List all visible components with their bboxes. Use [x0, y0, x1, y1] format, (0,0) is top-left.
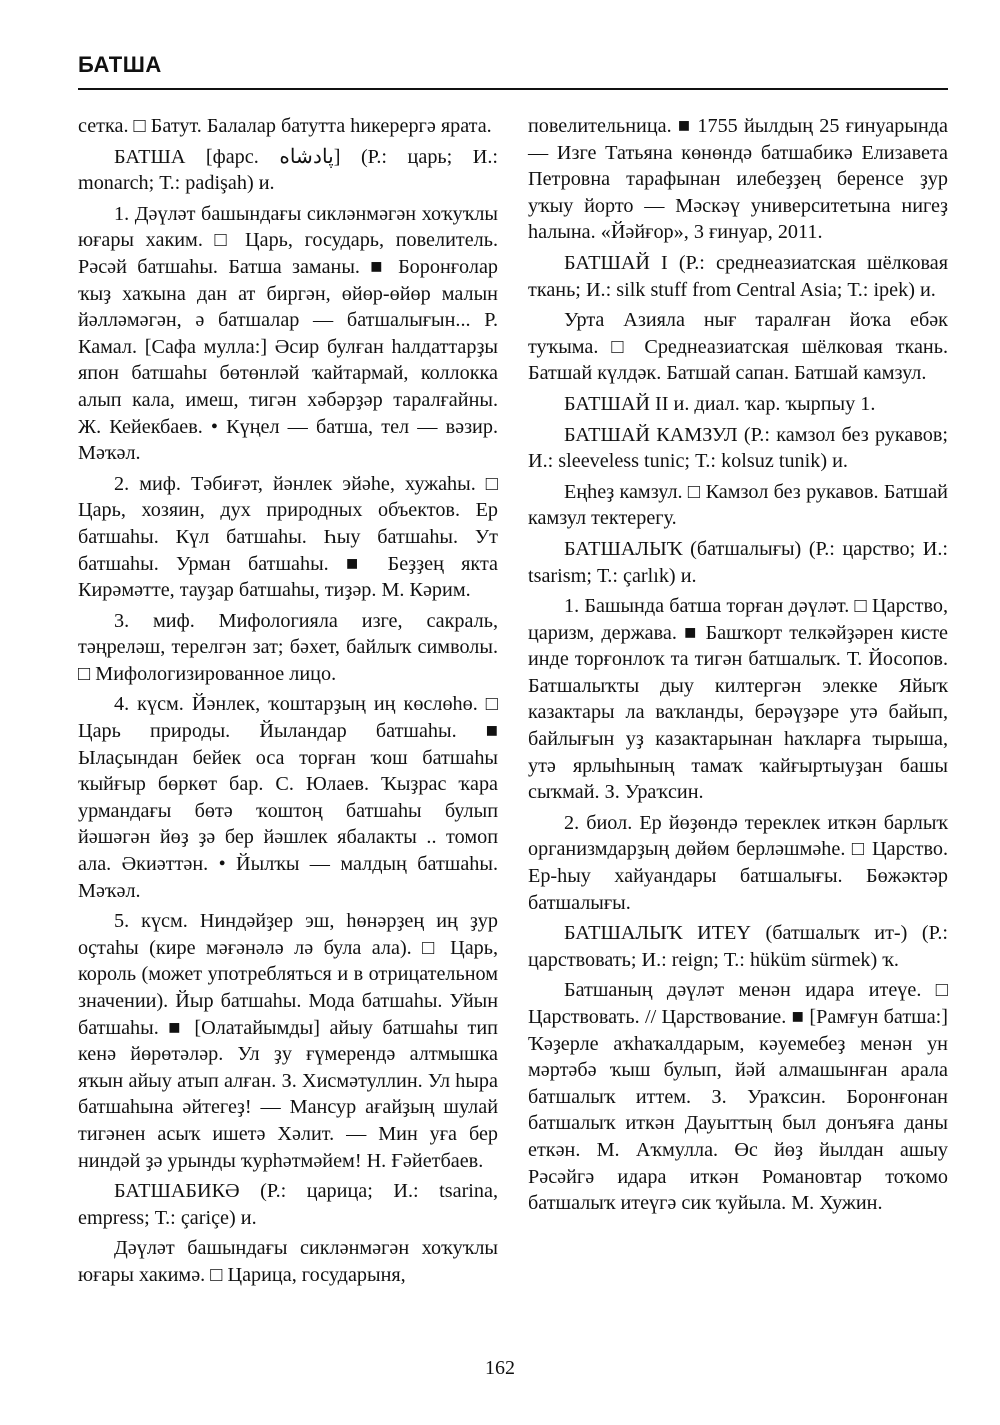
entry-sense: Еңһеҙ камзул. □ Камзол без рукавов. Батшай камзул тектерегу. [528, 480, 948, 530]
header-rule [78, 88, 948, 90]
page-number: 162 [485, 1357, 515, 1379]
entry-headword: БАТШАЛЫҠ (батшалығы) (Р.: царство; И.: tsarism; Т.: çarlık) и. [528, 537, 948, 587]
entry-sense: 1. Башында батша торған дәүләт. □ Царство, царизм, держава. ■ Башҡорт телкәйҙәрен кисте инде торғонлоҡ та тигән батшалыҡ. Т. Йосопов. Батшалыҡты дыу килтергән элекке Яйыҡ казактары ла ваҡланды, берәүҙәре утә байып, байлығын уҙ казактарынан һаҡларға тырыша, утә ярлыһының тамаҡ ҡайғыртыуҙан башы сыҡмай. З. Ураҡсин. [528, 595, 948, 804]
entry-headword: БАТШАЙ II и. диал. ҡар. ҡырпыу 1. [564, 392, 876, 415]
running-head: БАТША [78, 52, 162, 77]
entry-sense: 2. миф. Тәбиғәт, йәнлек эйәһе, хужаһы. □ Царь, хозяин, дух природных объектов. Ер батшаһы. Күл батшаһы. Һыу батшаһы. Ут батшаһы. Урман батшаһы. ■ Беҙҙең якта Кирәмәтте, тауҙар батшаһы, тиҙәр. М. Кәрим. [78, 472, 498, 602]
entry-sense: Дәүләт башындағы сикләнмәгән хоҡуҡлы юғары хакимә. □ Царица, государыня, [78, 1237, 498, 1286]
entry-sense: 1. Дәүләт башындағы сикләнмәгән хоҡуҡлы юғары хаким. □ Царь, государь, повелитель. Рәсәй батшаһы. Батша заманы. ■ Боронғолар ҡыҙ хаҡына дан ат биргән, өйөр-өйөр малын йәлләмәгән, ә батшалар — батшалығын... Р. Камал. [Сафа мулла:] Әсир булған һалдаттарҙы япон батшаһы бөтөнләй ҡайтармай, коллокка алып кала, имеш, тигән хәбәрҙәр таралғайны. Ж. Кейекбаев. • Күңел — батша, тел — вәзир. Мәҡәл. [78, 202, 498, 465]
entry-headword: БАТШАБИКӘ (Р.: царица; И.: tsarina, empress; Т.: çariçe) и. [78, 1180, 498, 1229]
entry-sense: Урта Азияла нығ таралған йоҡа ебәк туҡыма. □ Среднеазиатская шёлковая ткань. Батшай күлдәк. Батшай сапан. Батшай камзул. [528, 309, 948, 385]
entry-headword: БАТШАЙ КАМЗУЛ (Р.: камзол без рукавов; И.: sleeveless tunic; Т.: kolsuz tunik) и. [528, 423, 948, 473]
entry-sense: 5. күсм. Ниндәйҙер эш, һөнәрҙең иң ҙур оҫтаһы (кире мәғәнәлә лә була ала). □ Царь, король (может употребляться и в отрицательном значении). Йыр батшаһы. Мода батшаһы. Уйын батшаһы. ■ [Олатайымды] айыу батшаһы тип кенә йөрөтәләр. Ул ҙу ғүмерендә алтмышка яҡын айыу атып алған. З. Хисмәтуллин. Ул һыра батшаһына әйтегеҙ! — Мансур ағайҙың шулай тигәнен асыҡ ишетә Хәлит. — Мин уға бер ниндәй ҙә урынды ҡурһәтмәйем! Н. Ғәйетбаев. [78, 910, 498, 1172]
entry-sense: Батшаның дәүләт менән идара итеүе. □ Царствовать. // Царствование. ■ [Рамғун батша:] Ҡәҙерле аҡһаҡалдарым, кәуемебеҙ менән ун мәртәбә ҡыш булып, йәй алмашынған арала батшалыҡ иттем. З. Ураҡсин. Боронғонан батшалыҡ иткән Дауыттың был донъяға даны еткән. М. Аҡмулла. Өс йөҙ йылдан ашыу Рәсәйгә идара иткән Романовтар тоҡомо батшалыҡ итеүгә сик ҡуйыла. М. Хужин. [528, 979, 948, 1215]
entry-sense: 4. күсм. Йәнлек, ҡоштарҙың иң көслөһө. □ Царь природы. Йыландар батшаһы. ■ Ылаҫындан бейек оса торған ҡош батшаһы ҡыйғыр бөркөт бар. С. Юлаев. Ҡыҙрас ҡара урмандағы бөтә ҡоштоң батшаһы булып йәшәгән йөҙ ҙә бер йәшлек ябалакты .. томоп ала. Әкиәттән. • Йылҡы — малдың батшаһы. Мәҡәл. [78, 693, 498, 902]
entry-text: сетка. □ Батут. Балалар батутта һикерергә ярата. [78, 115, 492, 137]
entry-headword: БАТША [фарс. پادشاه] (Р.: царь; И.: monarch; Т.: padişah) и. [78, 145, 498, 195]
right-column [528, 113, 948, 1221]
entry-headword: БАТШАЙ I (Р.: среднеазиатская шёлковая ткань; И.: silk stuff from Central Asia; Т.: ipek) и. [528, 251, 948, 301]
left-column [78, 113, 498, 1293]
entry-headword: БАТШАЛЫҠ ИТЕҮ (батшалыҡ ит-) (Р.: царствовать; И.: reign; Т.: hüküm sürmek) ҡ. [528, 922, 948, 971]
entry-text: повелительница. ■ 1755 йылдың 25 ғинуарында — Изге Татьяна көнөндә батшабикә Елизавета Петровна тарафынан илебеҙҙең беренсе ҙур уҡыу йорто — Мәскәү университетына нигеҙ һалына. «Йәйғор», 3 ғинуар, 2011. [528, 115, 948, 244]
entry-sense: 3. миф. Мифологияла изге, сакраль, тәңреләш, терелгән зат; бәхет, байлыҡ символы. □ Мифологизированное лицо. [78, 609, 498, 685]
entry-sense: 2. биол. Ер йөҙөндә тереклек иткән барлыҡ организмдарҙың дөйөм берләшмәһе. □ Царство. Ер-һыу хайуандары батшалығы. Бөжәктәр батшалығы. [528, 811, 948, 914]
